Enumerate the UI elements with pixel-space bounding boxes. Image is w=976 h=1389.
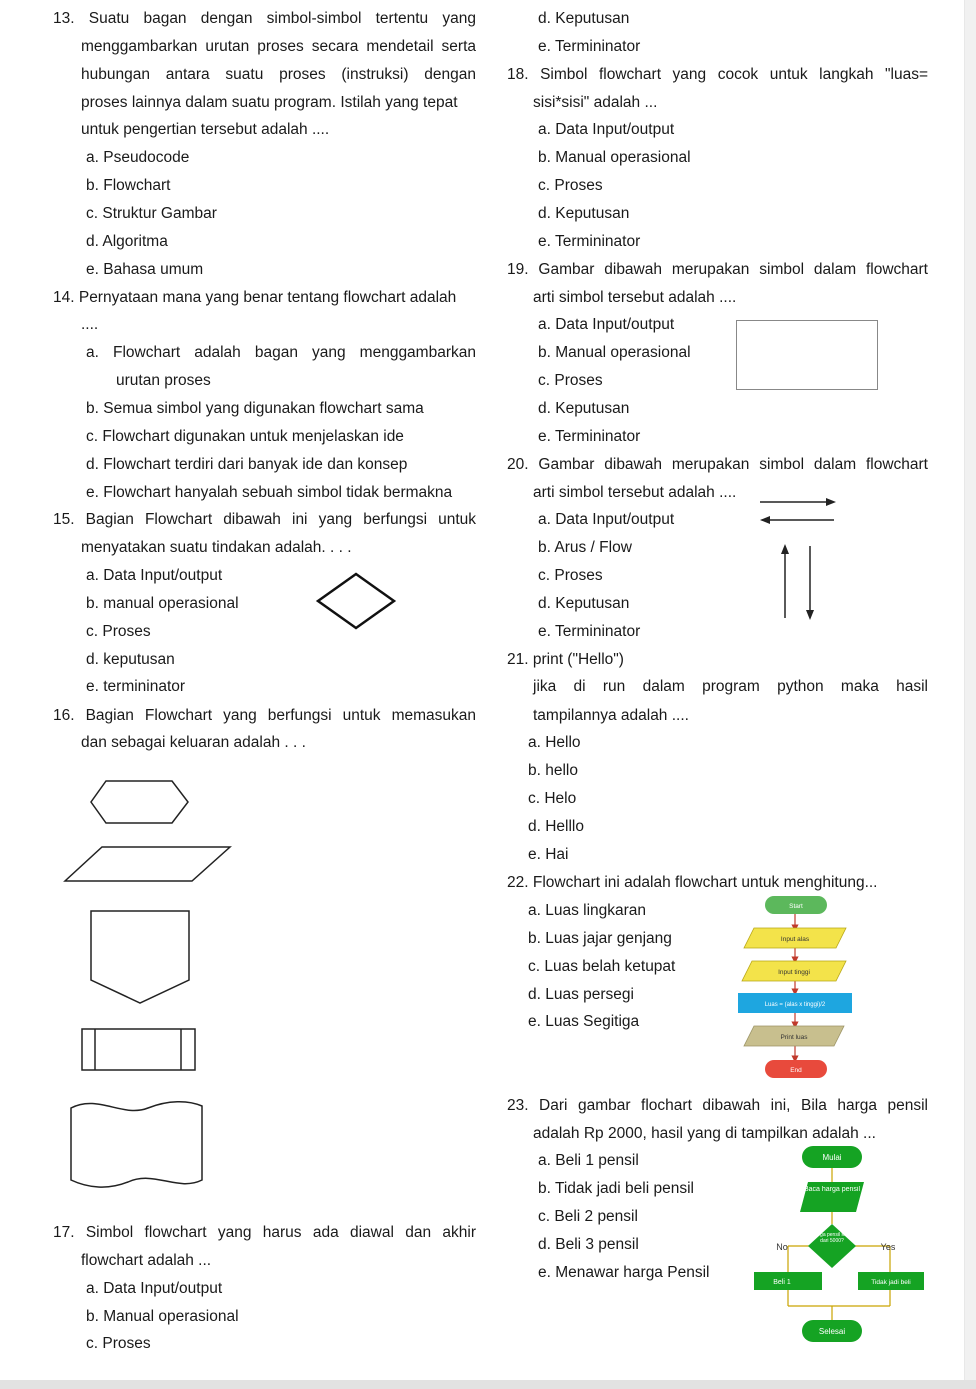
q19-line-1: 19. Gambar dibawah merupakan simbol dalam flowchart bbox=[507, 261, 928, 278]
q19-option-c: c. Proses bbox=[538, 372, 603, 389]
flow-process-label: Luas = (alas x tinggi)/2 bbox=[764, 1002, 826, 1008]
q19-line-2: arti simbol tersebut adalah .... bbox=[533, 289, 737, 306]
q15-line-1: 15. Bagian Flowchart dibawah ini yang berfungsi untuk bbox=[53, 511, 476, 528]
q15-line-2: menyatakan suatu tindakan adalah. . . . bbox=[81, 539, 352, 556]
q15-option-c: c. Proses bbox=[86, 623, 151, 640]
q23-option-d: d. Beli 3 pensil bbox=[538, 1236, 639, 1253]
flow-input-tinggi-label: Input tinggi bbox=[778, 969, 810, 976]
q14-option-c: c. Flowchart digunakan untuk menjelaskan ide bbox=[86, 428, 404, 445]
flow2-buy-label: Beli 1 bbox=[773, 1279, 791, 1286]
q21-option-b: b. hello bbox=[528, 762, 578, 779]
parallelogram-io-icon bbox=[62, 844, 234, 884]
q22-option-c: c. Luas belah ketupat bbox=[528, 958, 676, 975]
q17-option-c: c. Proses bbox=[86, 1335, 151, 1352]
q17-line-2: flowchart adalah ... bbox=[81, 1252, 212, 1269]
q14-option-e: e. Flowchart hanyalah sebuah simbol tidak bermakna bbox=[86, 484, 453, 501]
q17-option-a: a. Data Input/output bbox=[86, 1280, 223, 1297]
q19-option-d: d. Keputusan bbox=[538, 400, 630, 417]
flow-output-label: Print luas bbox=[780, 1034, 808, 1041]
q21-line-2: jika di run dalam program python maka hasil bbox=[533, 678, 928, 695]
q17-option-b: b. Manual operasional bbox=[86, 1308, 239, 1325]
flow2-read-label: Baca harga pensil bbox=[803, 1186, 861, 1193]
q17-line-1: 17. Simbol flowchart yang harus ada diawal dan akhir bbox=[53, 1224, 476, 1241]
q14-option-d: d. Flowchart terdiri dari banyak ide dan konsep bbox=[86, 456, 408, 473]
q21-option-d: d. Helllo bbox=[528, 818, 584, 835]
q13-option-e: e. Bahasa umum bbox=[86, 261, 204, 278]
q21-option-e: e. Hai bbox=[528, 846, 569, 863]
q17-option-d: d. Keputusan bbox=[538, 10, 630, 27]
q13-option-a: a. Pseudocode bbox=[86, 149, 190, 166]
q20-option-c: c. Proses bbox=[538, 567, 603, 584]
q15-option-a: a. Data Input/output bbox=[86, 567, 223, 584]
q13-line-5: untuk pengertian tersebut adalah .... bbox=[81, 121, 330, 138]
q14-option-a: a. Flowchart adalah bagan yang menggambarkan bbox=[86, 344, 476, 361]
hexagon-preparation-icon bbox=[88, 778, 192, 826]
flow2-cond-wrap bbox=[810, 1232, 854, 1260]
q18-line-2: sisi*sisi" adalah ... bbox=[533, 94, 658, 111]
q22-option-b: b. Luas jajar genjang bbox=[528, 930, 672, 947]
q20-line-1: 20. Gambar dibawah merupakan simbol dalam flowchart bbox=[507, 456, 928, 473]
q13-line-1: 13. Suatu bagan dengan simbol-simbol tertentu yang bbox=[53, 10, 476, 27]
q13-option-b: b. Flowchart bbox=[86, 177, 171, 194]
q19-option-e: e. Termininator bbox=[538, 428, 641, 445]
q20-line-2: arti simbol tersebut adalah .... bbox=[533, 484, 737, 501]
q15-option-e: e. termininator bbox=[86, 678, 186, 695]
q21-option-a: a. Hello bbox=[528, 734, 581, 751]
flow2-cond-label: Harga pensil lebih dari 5000? bbox=[811, 1232, 853, 1244]
q21-option-c: c. Helo bbox=[528, 790, 577, 807]
q17-option-e: e. Termininator bbox=[538, 38, 641, 55]
q13-option-c: c. Struktur Gambar bbox=[86, 205, 217, 222]
q19-option-b: b. Manual operasional bbox=[538, 344, 691, 361]
q13-line-2: menggambarkan urutan proses secara mendetail serta bbox=[81, 38, 476, 55]
q23-option-e: e. Menawar harga Pensil bbox=[538, 1264, 710, 1281]
q13-line-4: proses lainnya dalam suatu program. Istilah yang tepat bbox=[81, 94, 458, 111]
diamond-decision-icon bbox=[314, 571, 398, 631]
q14-line-1: 14. Pernyataan mana yang benar tentang flowchart adalah bbox=[53, 289, 457, 306]
q18-option-b: b. Manual operasional bbox=[538, 149, 691, 166]
q18-line-1: 18. Simbol flowchart yang cocok untuk langkah "luas= bbox=[507, 66, 928, 83]
q19-option-a: a. Data Input/output bbox=[538, 316, 675, 333]
q23-option-c: c. Beli 2 pensil bbox=[538, 1208, 638, 1225]
q23-option-a: a. Beli 1 pensil bbox=[538, 1152, 639, 1169]
q14-option-b: b. Semua simbol yang digunakan flowchart sama bbox=[86, 400, 424, 417]
flow2-yes-label: Yes bbox=[880, 1242, 896, 1252]
q22-option-a: a. Luas lingkaran bbox=[528, 902, 647, 919]
q21-line-1: 21. print ("Hello") bbox=[507, 651, 624, 668]
flow2-start-label: Mulai bbox=[822, 1153, 842, 1162]
q20-option-b: b. Arus / Flow bbox=[538, 539, 632, 556]
q22-option-d: d. Luas persegi bbox=[528, 986, 634, 1003]
punched-tape-icon bbox=[68, 1096, 206, 1192]
flow2-no-label: No bbox=[776, 1242, 788, 1252]
q23-option-b: b. Tidak jadi beli pensil bbox=[538, 1180, 694, 1197]
q20-option-d: d. Keputusan bbox=[538, 595, 630, 612]
q18-option-e: e. Termininator bbox=[538, 233, 641, 250]
q16-line-1: 16. Bagian Flowchart yang berfungsi untuk memasukan bbox=[53, 707, 476, 724]
q23-flowchart bbox=[752, 1144, 928, 1348]
q20-option-a: a. Data Input/output bbox=[538, 511, 675, 528]
flow2-nobuy-label: Tidak jadi beli bbox=[871, 1279, 911, 1286]
q18-option-a: a. Data Input/output bbox=[538, 121, 675, 138]
predefined-process-icon bbox=[80, 1027, 198, 1073]
flow2-read-wrap bbox=[802, 1186, 862, 1212]
q18-option-c: c. Proses bbox=[538, 177, 603, 194]
flow2-end-label: Selesai bbox=[818, 1327, 846, 1336]
flow-input-alas-label: Input alas bbox=[780, 936, 810, 943]
flow-start-label: Start bbox=[789, 903, 803, 910]
scan-right-edge bbox=[965, 0, 976, 1389]
q22-flowchart bbox=[734, 892, 856, 1082]
offpage-connector-icon bbox=[88, 908, 192, 1006]
q20-option-e: e. Termininator bbox=[538, 623, 641, 640]
flow-arrows-icon bbox=[756, 494, 840, 624]
q21-line-3: tampilannya adalah .... bbox=[533, 707, 689, 724]
rectangle-process-icon bbox=[736, 320, 878, 390]
flow-end-label: End bbox=[790, 1067, 802, 1074]
q16-line-2: dan sebagai keluaran adalah . . . bbox=[81, 734, 306, 751]
q14-option-a-cont: urutan proses bbox=[116, 372, 211, 389]
q15-option-d: d. keputusan bbox=[86, 651, 175, 668]
q13-line-3: hubungan antara suatu proses (instruksi) dengan bbox=[81, 66, 476, 83]
q23-line-1: 23. Dari gambar flochart dibawah ini, Bila harga pensil bbox=[507, 1097, 928, 1114]
q18-option-d: d. Keputusan bbox=[538, 205, 630, 222]
q23-line-2: adalah Rp 2000, hasil yang di tampilkan adalah ... bbox=[533, 1125, 876, 1142]
q15-option-b: b. manual operasional bbox=[86, 595, 239, 612]
q14-line-2: .... bbox=[81, 316, 99, 333]
scan-bottom-edge bbox=[0, 1380, 976, 1389]
q22-line-1: 22. Flowchart ini adalah flowchart untuk menghitung... bbox=[507, 874, 878, 891]
q13-option-d: d. Algoritma bbox=[86, 233, 168, 250]
q22-option-e: e. Luas Segitiga bbox=[528, 1013, 640, 1030]
